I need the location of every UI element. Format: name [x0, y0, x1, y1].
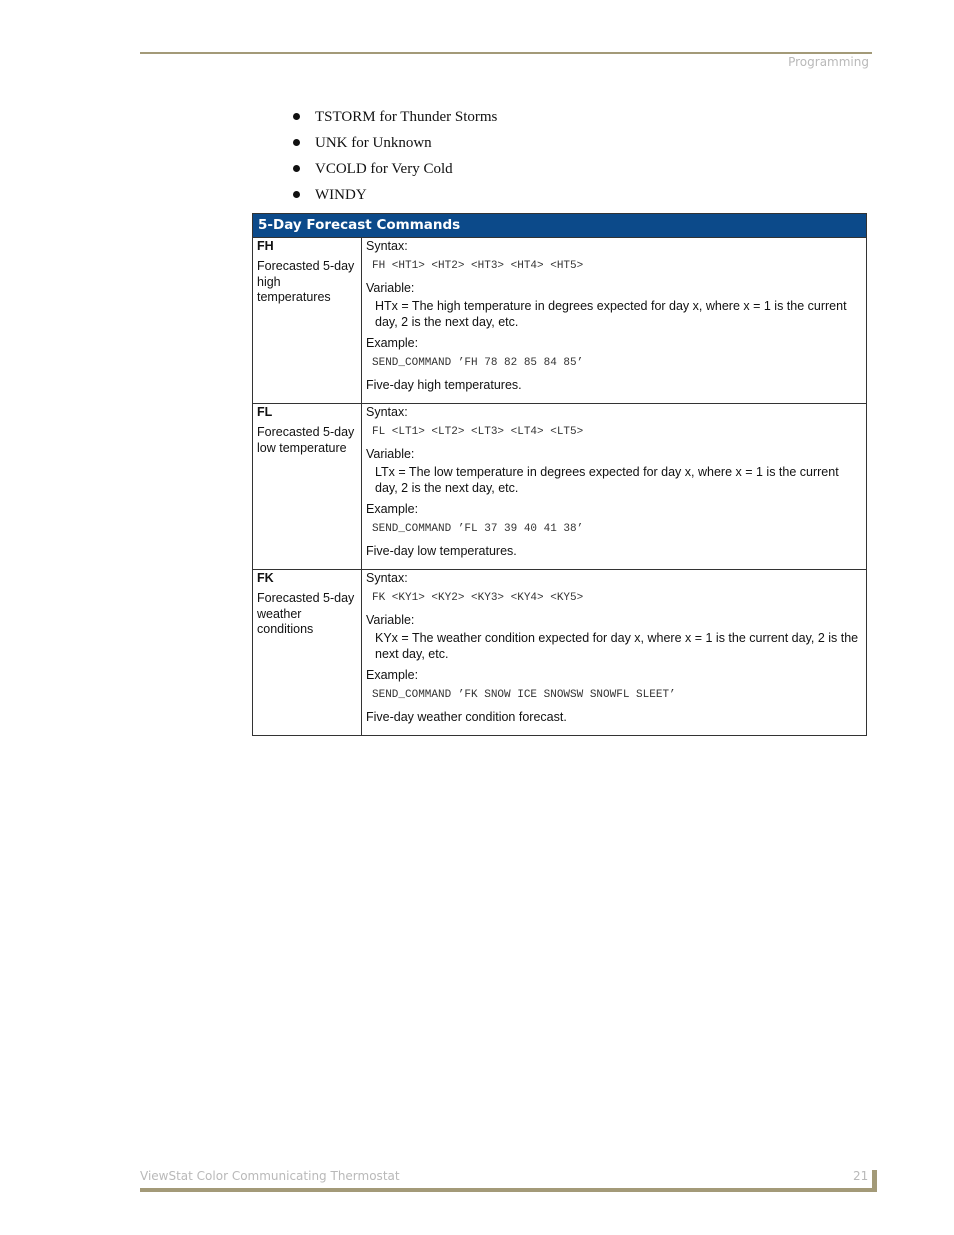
command-cell	[253, 238, 362, 404]
footer-rule	[140, 1188, 877, 1192]
command-description: Forecasted 5-day weather conditions	[257, 591, 355, 636]
details-cell	[362, 238, 867, 404]
table-row	[253, 570, 867, 736]
table-row	[253, 238, 867, 404]
page-number: 21	[853, 1169, 869, 1183]
example-code: SEND_COMMAND ’FK SNOW ICE SNOWSW SNOWFL SLEET’	[372, 689, 676, 701]
syntax-label: Syntax:	[366, 405, 408, 419]
summary-text: Five-day weather condition forecast.	[366, 710, 567, 724]
variable-text: HTx = The high temperature in degrees expected for day x, where x = 1 is the current day, 2 is the next day, etc.	[375, 299, 847, 329]
syntax-code: FL <LT1> <LT2> <LT3> <LT4> <LT5>	[372, 426, 584, 438]
example-label: Example:	[366, 336, 419, 350]
command-description: Forecasted 5-day low temperature	[257, 425, 355, 455]
command-name: FK	[257, 571, 274, 585]
weather-code-list	[292, 105, 497, 209]
footer-title: ViewStat Color Communicating Thermostat	[140, 1169, 400, 1183]
forecast-commands-table	[252, 213, 867, 736]
summary-text: Five-day high temperatures.	[366, 378, 522, 392]
details-cell	[362, 404, 867, 570]
table-row	[253, 404, 867, 570]
example-code: SEND_COMMAND ’FL 37 39 40 41 38’	[372, 523, 584, 535]
list-item: UNK for Unknown	[292, 131, 497, 157]
variable-text: LTx = The low temperature in degrees expected for day x, where x = 1 is the current day, 2 is the next day, etc.	[375, 465, 839, 495]
variable-label: Variable:	[366, 613, 415, 627]
example-label: Example:	[366, 502, 419, 516]
command-cell	[253, 404, 362, 570]
syntax-code: FK <KY1> <KY2> <KY3> <KY4> <KY5>	[372, 592, 584, 604]
variable-text: KYx = The weather condition expected for day x, where x = 1 is the current day, 2 is the next day, etc.	[375, 631, 859, 661]
list-item: TSTORM for Thunder Storms	[292, 105, 497, 131]
summary-text: Five-day low temperatures.	[366, 544, 517, 558]
example-code: SEND_COMMAND ’FH 78 82 85 84 85’	[372, 357, 584, 369]
syntax-label: Syntax:	[366, 571, 408, 585]
header-rule	[140, 52, 872, 54]
variable-label: Variable:	[366, 281, 415, 295]
list-item: VCOLD for Very Cold	[292, 157, 497, 183]
list-item: WINDY	[292, 183, 497, 209]
variable-label: Variable:	[366, 447, 415, 461]
details-cell	[362, 570, 867, 736]
command-name: FH	[257, 239, 274, 253]
command-cell	[253, 570, 362, 736]
command-name: FL	[257, 405, 273, 419]
syntax-label: Syntax:	[366, 239, 408, 253]
section-label: Programming	[788, 55, 869, 69]
table-title: 5-Day Forecast Commands	[253, 214, 867, 238]
syntax-code: FH <HT1> <HT2> <HT3> <HT4> <HT5>	[372, 260, 584, 272]
example-label: Example:	[366, 668, 419, 682]
command-description: Forecasted 5-day high temperatures	[257, 259, 355, 304]
